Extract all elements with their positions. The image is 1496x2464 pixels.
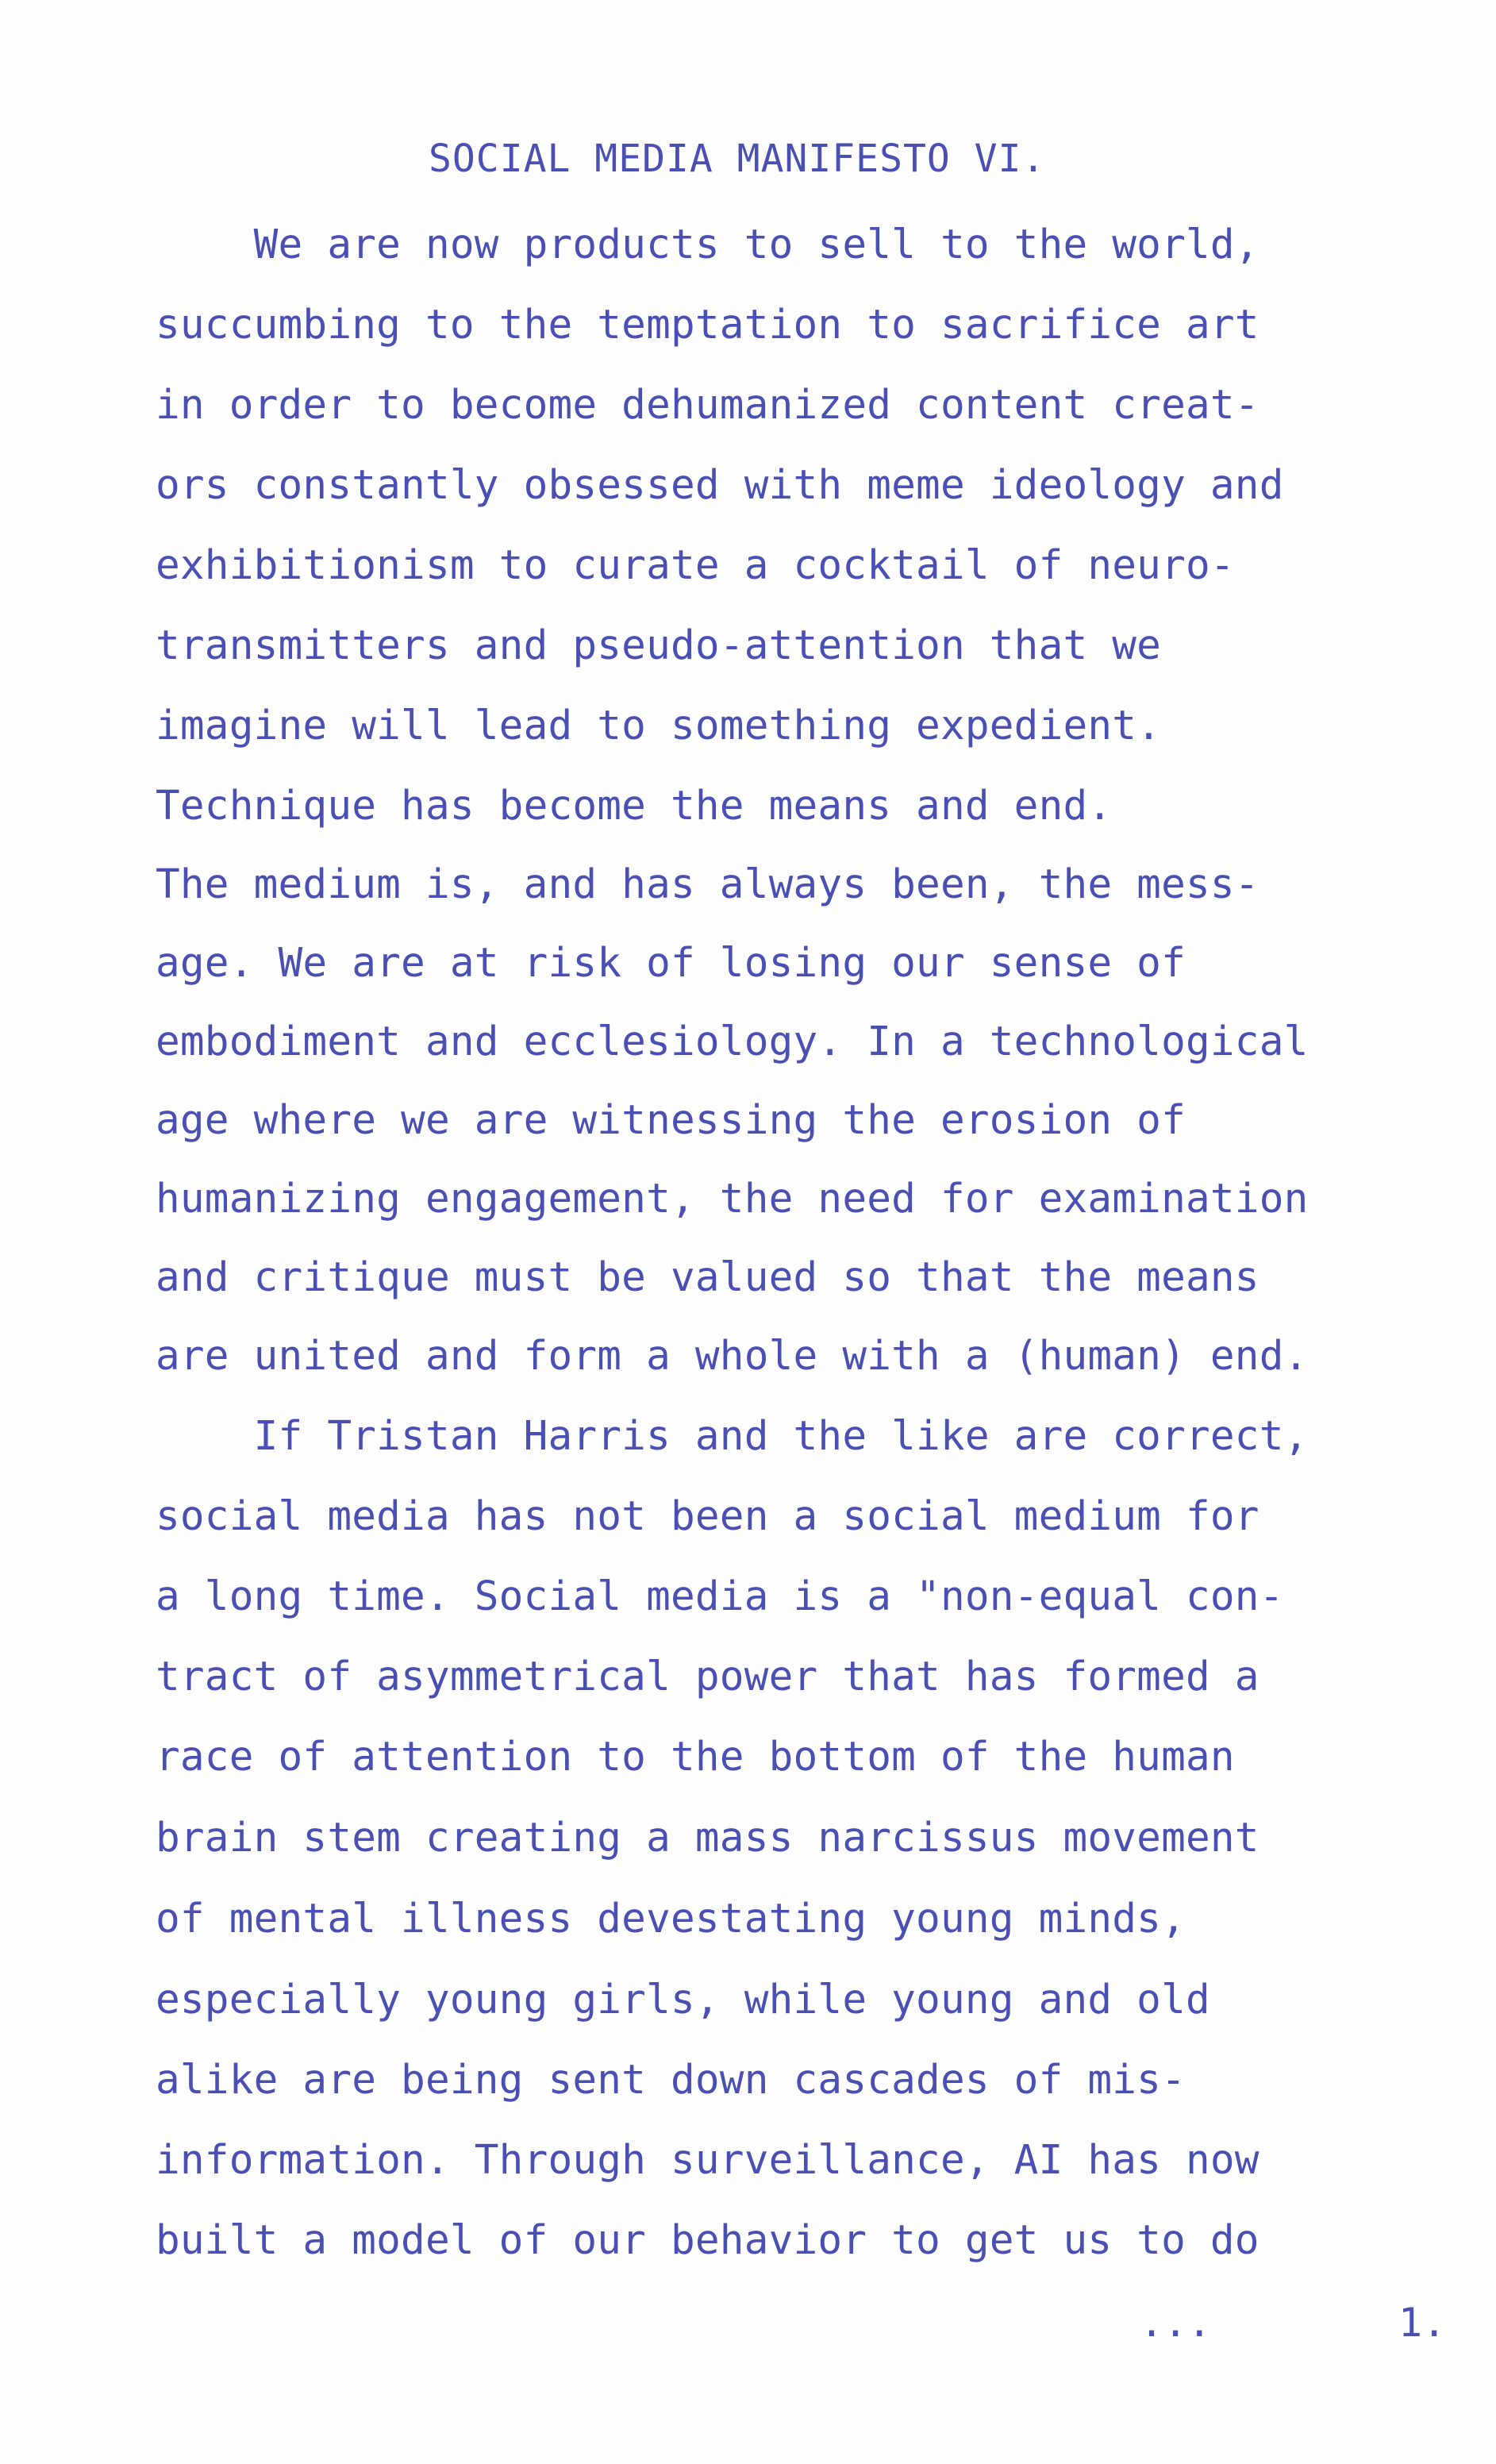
text-line: a long time. Social media is a "non-equal con-	[156, 1573, 1284, 1620]
text-line: brain stem creating a mass narcissus movement	[156, 1815, 1259, 1861]
continuation-marker: ...	[1140, 2300, 1212, 2346]
page-title: SOCIAL MEDIA MANIFESTO VI.	[429, 137, 1046, 181]
text-line: humanizing engagement, the need for examination	[156, 1176, 1309, 1222]
text-line: embodiment and ecclesiology. In a technological	[156, 1018, 1309, 1065]
text-line: transmitters and pseudo-attention that we	[156, 622, 1162, 669]
text-line: tract of asymmetrical power that has formed a	[156, 1654, 1259, 1700]
text-line: exhibitionism to curate a cocktail of neuro-	[156, 542, 1235, 589]
text-line: ors constantly obsessed with meme ideology and	[156, 462, 1284, 509]
text-line: and critique must be valued so that the means	[156, 1254, 1259, 1301]
text-line: of mental illness devestating young minds,	[156, 1896, 1186, 1942]
text-line: in order to become dehumanized content creat-	[156, 382, 1259, 429]
text-line: Technique has become the means and end.	[156, 783, 1113, 830]
page-number: 1.	[1398, 2300, 1447, 2346]
text-line: age where we are witnessing the erosion of	[156, 1097, 1186, 1144]
text-line: succumbing to the temptation to sacrifice art	[156, 302, 1259, 348]
text-line: We are now products to sell to the world,	[156, 221, 1259, 268]
text-line: alike are being sent down cascades of mis-	[156, 2057, 1186, 2104]
text-line: built a model of our behavior to get us to do	[156, 2217, 1259, 2264]
text-line: are united and form a whole with a (human) end.	[156, 1333, 1309, 1380]
text-line: imagine will lead to something expedient.	[156, 703, 1162, 749]
text-line: especially young girls, while young and old	[156, 1977, 1210, 2023]
text-line: age. We are at risk of losing our sense of	[156, 940, 1186, 987]
text-line: information. Through surveillance, AI has now	[156, 2137, 1259, 2184]
text-line: race of attention to the bottom of the human	[156, 1734, 1235, 1781]
text-line: social media has not been a social medium for	[156, 1493, 1259, 1540]
text-line: The medium is, and has always been, the mess-	[156, 861, 1259, 908]
text-line: If Tristan Harris and the like are correct,	[156, 1413, 1309, 1460]
